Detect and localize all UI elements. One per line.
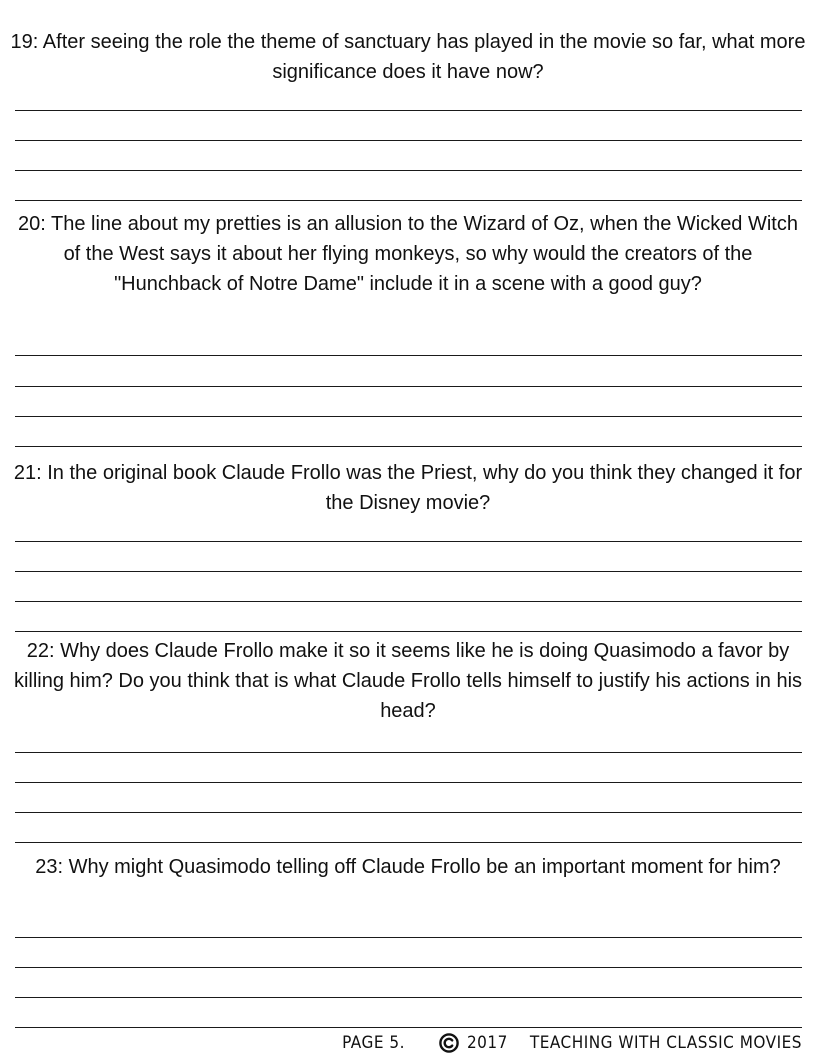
answer-line xyxy=(15,782,802,783)
page-number: PAGE 5. xyxy=(342,1033,405,1053)
answer-line xyxy=(15,446,802,447)
answer-line xyxy=(15,812,802,813)
answer-line xyxy=(15,355,802,356)
answer-line xyxy=(15,752,802,753)
answer-line xyxy=(15,631,802,632)
question-19: 19: After seeing the role the theme of sanctuary has played in the movie so far, what more significance does it have now? xyxy=(10,31,806,83)
question-23: 23: Why might Quasimodo telling off Claude Frollo be an important moment for him? xyxy=(35,856,781,878)
answer-line xyxy=(15,386,802,387)
answer-line xyxy=(15,937,802,938)
question-20: 20: The line about my pretties is an allusion to the Wizard of Oz, when the Wicked Witch of the West says it about her flying monkeys, so why would the creators of the "Hunchback of Notre Dame" include it in a scene with a good guy? xyxy=(18,213,798,295)
answer-line xyxy=(15,200,802,201)
answer-line xyxy=(15,842,802,843)
answer-line xyxy=(15,601,802,602)
answer-line xyxy=(15,110,802,111)
answer-line xyxy=(15,997,802,998)
question-22: 22: Why does Claude Frollo make it so it seems like he is doing Quasimodo a favor by killing him? Do you think that is what Claude Frollo tells himself to justify his actions in his head? xyxy=(13,640,803,722)
answer-line xyxy=(15,416,802,417)
copyright-year: 2017 xyxy=(466,1033,508,1053)
publisher-name: TEACHING WITH CLASSIC MOVIES xyxy=(529,1033,802,1053)
copyright-icon xyxy=(439,1033,459,1053)
question-21: 21: In the original book Claude Frollo was the Priest, why do you think they changed it for the Disney movie? xyxy=(13,462,803,514)
answer-line xyxy=(15,967,802,968)
answer-line xyxy=(15,140,802,141)
answer-line xyxy=(15,1027,802,1028)
page-footer xyxy=(342,1030,802,1056)
answer-line xyxy=(15,170,802,171)
answer-line xyxy=(15,571,802,572)
answer-line xyxy=(15,541,802,542)
